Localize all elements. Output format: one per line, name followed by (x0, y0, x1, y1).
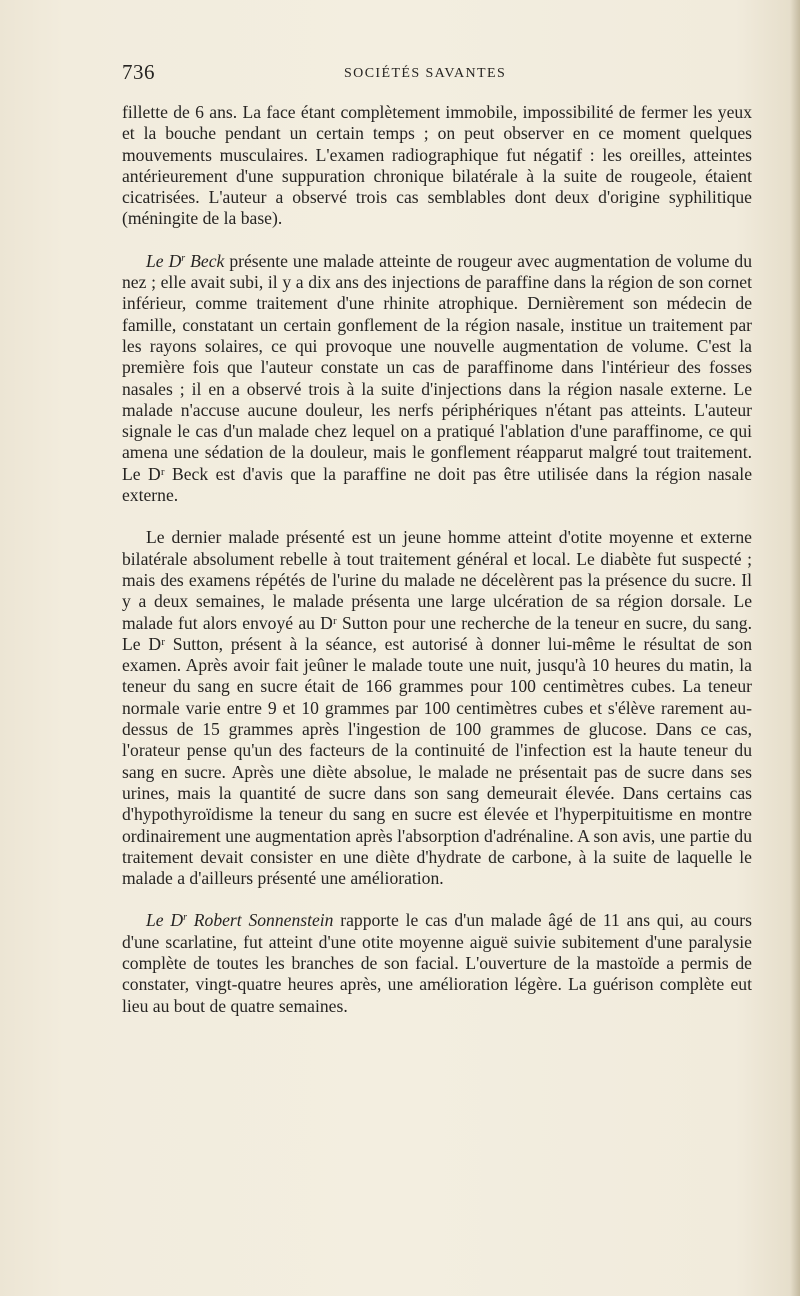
paragraph-2 (122, 251, 752, 507)
running-head: SOCIÉTÉS SAVANTES (344, 66, 507, 81)
speaker-name (146, 251, 224, 271)
paragraph-3 (122, 527, 752, 889)
speaker-prefix: Le D (146, 250, 182, 271)
speaker-surname: Robert Sonnenstein (187, 910, 334, 931)
body-text (122, 102, 752, 1017)
paragraph-text: présente une malade atteinte de rougeur avec augmentation de volume du nez ; elle avait subi, il y a dix ans des injections de paraffine dans la région de son cornet inférieur, comme traitement d'une rhinite atrophique. Dernièrement son médecin de famille, constatant un certain gonflement de la région nasale, institue un traitement par les rayons solaires, ce qui provoque une nouvelle augmentation de volume. C'est la première fois que l'auteur constate un cas de paraffinome dans l'intérieur des fosses nasales ; il en a observé trois à la suite d'injections dans la région nasale externe. Le malade n'accuse aucune douleur, les nerfs périphériques n'étant pas atteints. L'auteur signale le cas d'un malade chez lequel on a pratiqué l'ablation d'une paraffinome, ce qui amena une sédation de la douleur, mais le gonflement réapparut malgré tout traitement. Le Dʳ Beck est d'avis que la paraffine ne doit pas être utilisée dans la région nasale externe. (122, 250, 752, 506)
paragraph-4 (122, 910, 752, 1016)
speaker-prefix: Le D (146, 910, 184, 931)
speaker-title-sup: r (181, 252, 186, 264)
speaker-name (146, 910, 333, 930)
paragraph-text: rapporte le cas d'un malade âgé de 11 ans qui, au cours d'une scarlatine, fut atteint d'une otite moyenne aiguë suivie subitement d'une paralysie complète de toutes les branches de son facial. L'ouverture de la mastoïde a permis de constater, vingt-quatre heures après, une amélioration légère. La guérison complète eut lieu au bout de quatre semaines. (122, 910, 752, 1016)
paragraph-1 (122, 102, 752, 230)
page-number: 736 (122, 60, 155, 84)
page-header (122, 60, 712, 90)
paragraph-text: Le dernier malade présenté est un jeune homme atteint d'otite moyenne et externe bilatérale absolument rebelle à tout traitement général et local. Le diabète fut suspecté ; mais des examens répétés de l'urine du malade ne décelèrent pas la présence du sucre. Il y a deux semaines, le malade présenta une large ulcération de sa région dorsale. Le malade fut alors envoyé au Dʳ Sutton pour une recherche de la teneur en sucre, du sang. Le Dʳ Sutton, présent à la séance, est autorisé à donner lui-même le résultat de son examen. Après avoir fait jeûner le malade toute une nuit, jusqu'à 10 heures du matin, la teneur du sang en sucre était de 166 grammes pour 100 centimètres cubes. La teneur normale varie entre 9 et 10 grammes par 100 centimètres cubes et s'élève rarement au-dessus de 15 grammes après l'ingestion de 100 grammes de glucose. Dans ce cas, l'orateur pense qu'un des facteurs de la continuité de l'infection est la haute teneur du sang en sucre. Après une diète absolue, le malade ne présentait pas de sucre dans ses urines, mais la quantité de sucre dans son sang demeurait élevée. Dans certains cas d'hypothyroïdisme la teneur du sang en sucre est élevée et l'hyperpituitisme en montre ordinairement une augmentation après l'absorption d'adrénaline. A son avis, une partie du traitement devait consister en une diète d'hydrate de carbone, à la suite de laquelle le malade a d'ailleurs présenté une amélioration. (122, 527, 752, 889)
speaker-surname: Beck (185, 250, 225, 271)
speaker-title-sup: r (183, 912, 187, 924)
page-edge-shadow (790, 0, 800, 1296)
paragraph-text: fillette de 6 ans. La face étant complètement immobile, impossibilité de fermer les yeux et la bouche pendant un certain temps ; on peut observer en ce moment quelques mouvements musculaires. L'examen radiographique fut négatif : les oreilles, atteintes antérieurement d'une suppuration chronique bilatérale à la suite de rougeole, étaient cicatrisées. L'auteur a observé trois cas semblables dont deux d'origine syphilitique (méningite de la base). (122, 102, 752, 229)
